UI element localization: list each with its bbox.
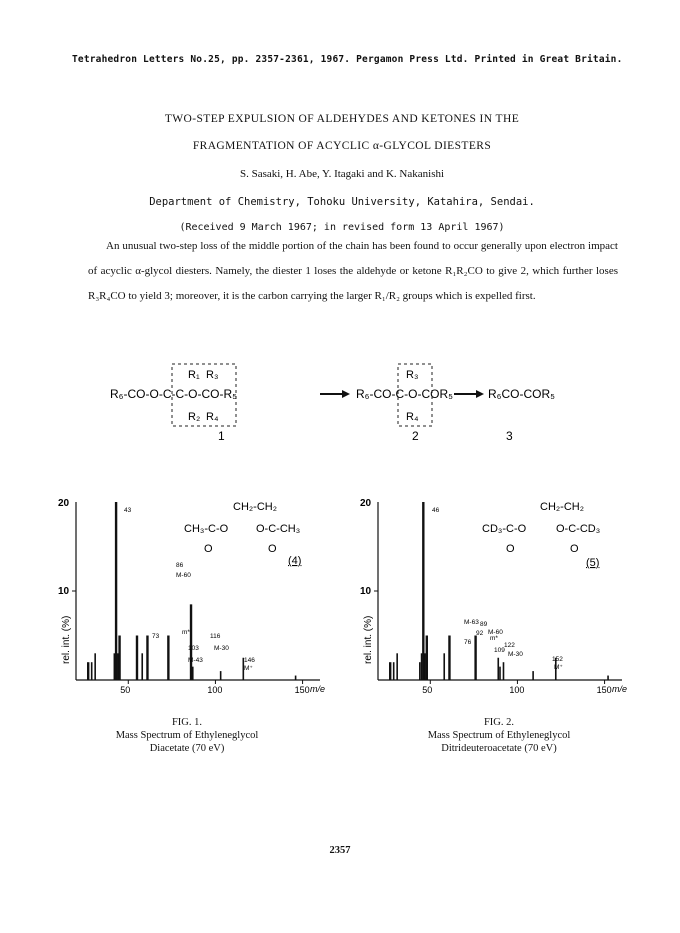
article-title-line1: TWO-STEP EXPULSION OF ALDEHYDES AND KETONES IN THE bbox=[164, 113, 520, 125]
received-date: (Received 9 March 1967; in revised form 13 April 1967) bbox=[179, 222, 505, 233]
fig2-peak-bar bbox=[503, 662, 505, 680]
fig1-peak-bar bbox=[94, 653, 96, 680]
fig2-peak-label: 76 bbox=[464, 639, 472, 646]
fig2-ylabel: rel. int. (%) bbox=[363, 615, 374, 664]
figure-1-spectrum bbox=[58, 492, 328, 702]
fig1-peak-label: M⁺ bbox=[244, 665, 253, 672]
fig1-peak-bar bbox=[295, 676, 297, 680]
fig2-peak-bar bbox=[497, 658, 499, 680]
label-compound-3: 3 bbox=[506, 429, 513, 443]
fig2-peak-bar bbox=[443, 653, 445, 680]
fig1-peak-bar bbox=[192, 667, 194, 680]
fig1-xtick-label: 100 bbox=[207, 685, 223, 695]
arrowhead-2 bbox=[476, 390, 484, 398]
fig1-peak-bar bbox=[190, 604, 192, 680]
fig2-peak-bar bbox=[422, 502, 424, 680]
compound-2: R₆-CO-C-O-COR₅ bbox=[356, 387, 453, 401]
fig1-structure-o-left: O bbox=[204, 543, 213, 555]
fig1-caption-line3: Diacetate (70 eV) bbox=[149, 743, 225, 754]
fig1-peak-label: 103 bbox=[188, 645, 199, 652]
fig2-peak-label: 46 bbox=[432, 507, 440, 514]
fig2-peak-label: 122 bbox=[504, 642, 515, 649]
abstract-text: An unusual two-step loss of the middle portion of the chain has been found to occur generally upon electron impact of acyclic α-glycol diesters. Namely, the diester 1 loses the aldehyde or ketone R₁R₂CO to give 2, which further loses R₃R₄CO to yield 3; moreover, it is the carbon carrying the larger R₁/R₂ groups which is expelled first. bbox=[88, 240, 618, 302]
fig2-caption-title: FIG. 2. bbox=[483, 717, 515, 728]
fig2-structure-o-left: O bbox=[506, 543, 515, 555]
figure-2-spectrum bbox=[360, 492, 630, 702]
fig1-peak-label: 86 bbox=[176, 562, 184, 569]
fig1-structure-top: CH₂-CH₂ bbox=[233, 501, 277, 513]
fig2-peak-label: 152 bbox=[552, 656, 563, 663]
reaction-scheme bbox=[110, 356, 580, 446]
fig2-peak-label: m* bbox=[490, 635, 498, 642]
fig1-structure-left: CH₃-C-O bbox=[184, 523, 229, 535]
label-compound-2: 2 bbox=[412, 429, 419, 443]
compound-3: R₆CO-COR₅ bbox=[488, 387, 556, 401]
fig2-xtick-label: 50 bbox=[422, 685, 433, 695]
fig2-peak-label: M-60 bbox=[488, 629, 503, 636]
fig1-peak-label: 73 bbox=[152, 633, 160, 640]
fig1-structure-o-right: O bbox=[268, 543, 277, 555]
fig2-peak-bar bbox=[607, 676, 609, 680]
fig1-ytick-10: 10 bbox=[58, 586, 70, 597]
fig2-peak-label: 89 bbox=[480, 621, 488, 628]
fig2-structure-top: CH₂-CH₂ bbox=[540, 501, 584, 513]
fig1-peak-bar bbox=[91, 662, 93, 680]
group-r4: R₄ bbox=[206, 411, 219, 423]
fig2-peak-bar bbox=[499, 667, 501, 680]
authors: S. Sasaki, H. Abe, Y. Itagaki and K. Nakanishi bbox=[239, 168, 445, 180]
fig1-peak-bar bbox=[167, 636, 169, 681]
compound-1: R₆-CO-O-C-C-O-CO-R₅ bbox=[110, 387, 237, 401]
journal-header: Tetrahedron Letters No.25, pp. 2357-2361, 1967. Pergamon Press Ltd. Printed in Great Britain. bbox=[72, 54, 623, 65]
page-number: 2357 bbox=[329, 845, 351, 856]
fig2-xtick-label: 100 bbox=[509, 685, 525, 695]
fig2-peak-label: 92 bbox=[476, 630, 484, 637]
fig2-peak-bar bbox=[426, 636, 428, 681]
fig1-peak-bar bbox=[118, 636, 120, 681]
fig1-structure-label: (4) bbox=[288, 555, 302, 567]
article-title-line2: FRAGMENTATION OF ACYCLIC α-GLYCOL DIESTERS bbox=[192, 140, 492, 152]
fig2-structure-o-right: O bbox=[570, 543, 579, 555]
fig1-peak-bar bbox=[141, 653, 143, 680]
group2-r4: R₄ bbox=[406, 411, 419, 423]
department: Department of Chemistry, Tohoku University, Katahira, Sendai. bbox=[149, 196, 535, 208]
group-r1: R₁ bbox=[188, 369, 200, 381]
fig1-ylabel: rel. int. (%) bbox=[61, 615, 72, 664]
fig1-peak-bar bbox=[87, 662, 89, 680]
fig2-peak-bar bbox=[419, 662, 421, 680]
fig2-peak-bar bbox=[448, 636, 450, 681]
fig1-peak-label: 146 bbox=[244, 657, 255, 664]
fig1-caption-line2: Mass Spectrum of Ethyleneglycol bbox=[115, 730, 259, 741]
fig1-peak-label: M-43 bbox=[188, 657, 203, 664]
fig2-peak-bar bbox=[393, 662, 395, 680]
fig1-peak-label: M-60 bbox=[176, 572, 191, 579]
fig2-ytick-20: 20 bbox=[360, 498, 372, 509]
fig2-peak-bar bbox=[389, 662, 391, 680]
fig2-structure-right: O-C-CD₃ bbox=[556, 523, 601, 535]
fig1-peak-label: 43 bbox=[124, 507, 132, 514]
fig1-peak-bar bbox=[146, 636, 148, 681]
fig2-xunit: m/e bbox=[612, 684, 628, 694]
fig1-peak-bar bbox=[115, 502, 117, 680]
fig2-xtick-label: 150 bbox=[596, 685, 612, 695]
fig1-xunit: m/e bbox=[310, 684, 326, 694]
fig1-caption bbox=[72, 716, 302, 755]
fig2-peak-label: 109 bbox=[494, 647, 505, 654]
fig2-caption-line3: Ditrideuteroacetate (70 eV) bbox=[441, 743, 557, 754]
fig1-peak-label: M-30 bbox=[214, 645, 229, 652]
group-r2: R₂ bbox=[188, 411, 201, 423]
fig2-ytick-10: 10 bbox=[360, 586, 372, 597]
fig2-peak-bar bbox=[474, 636, 476, 681]
fig2-structure-left: CD₃-C-O bbox=[482, 523, 527, 535]
fig1-xtick-label: 150 bbox=[294, 685, 310, 695]
arrowhead-1 bbox=[342, 390, 350, 398]
fig2-peak-bar bbox=[396, 653, 398, 680]
fig2-caption-line2: Mass Spectrum of Ethyleneglycol bbox=[427, 730, 571, 741]
fig1-peak-label: 116 bbox=[210, 633, 221, 640]
fig1-structure-right: O-C-CH₃ bbox=[256, 523, 301, 535]
fig1-xtick-label: 50 bbox=[120, 685, 131, 695]
fig2-peak-label: M⁺ bbox=[554, 664, 563, 671]
fig2-peak-bar bbox=[532, 671, 534, 680]
fig2-peak-label: M-30 bbox=[508, 651, 523, 658]
fig1-caption-title: FIG. 1. bbox=[171, 717, 203, 728]
group2-r3: R₃ bbox=[406, 369, 419, 381]
fig1-peak-bar bbox=[220, 671, 222, 680]
fig2-caption bbox=[374, 716, 624, 755]
group-r3: R₃ bbox=[206, 369, 219, 381]
label-compound-1: 1 bbox=[218, 429, 225, 443]
fig1-ytick-20: 20 bbox=[58, 498, 70, 509]
fig2-structure-label: (5) bbox=[586, 557, 600, 569]
fig1-peak-label: m* bbox=[182, 629, 190, 636]
abstract-paragraph bbox=[88, 234, 618, 309]
fig1-peak-bar bbox=[136, 636, 138, 681]
fig2-peak-label: M-63 bbox=[464, 619, 479, 626]
